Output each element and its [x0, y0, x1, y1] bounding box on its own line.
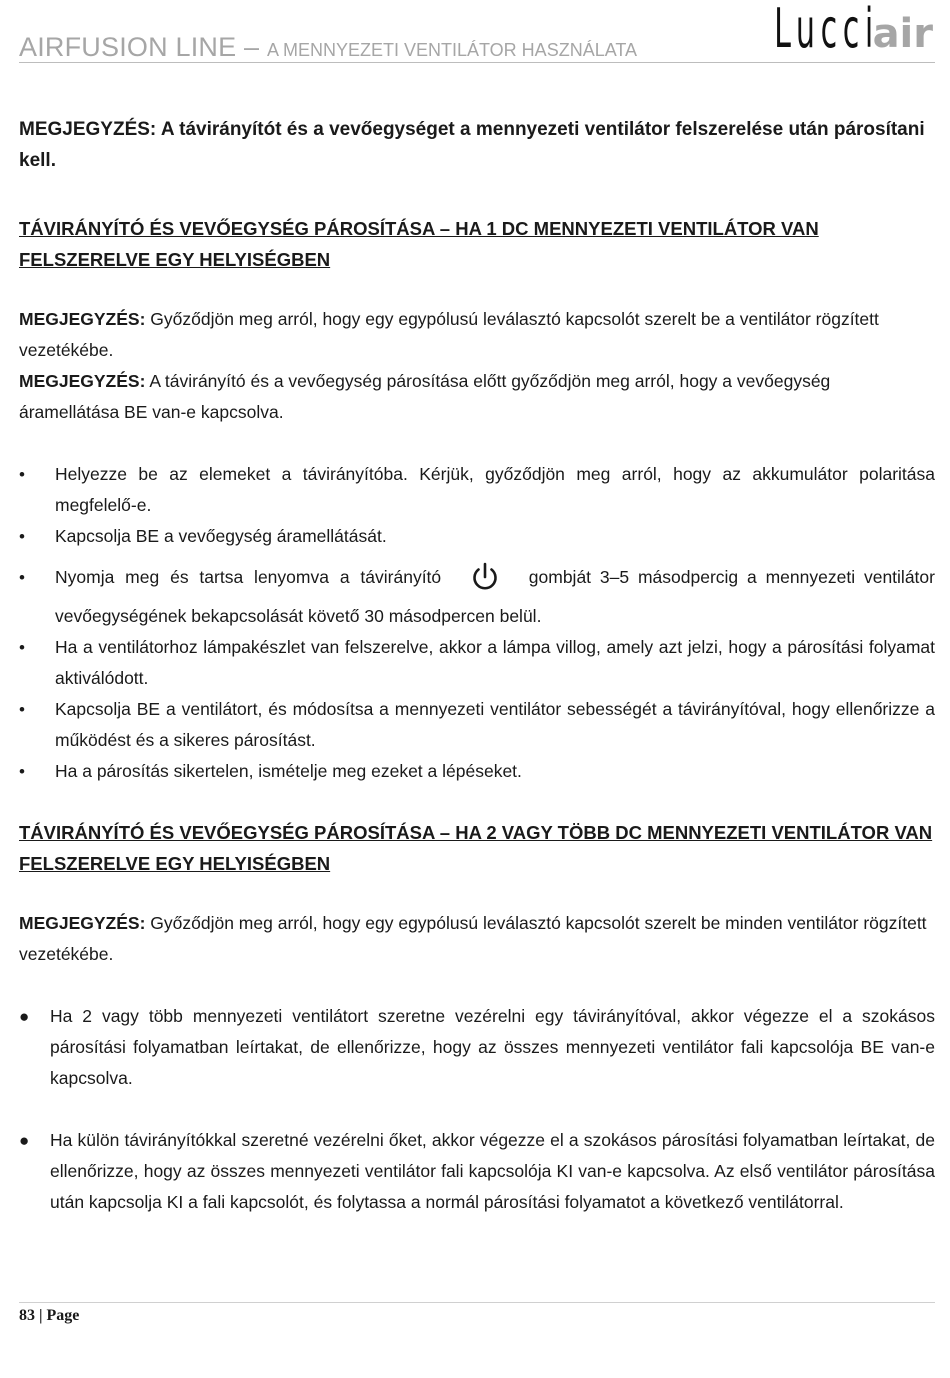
intro-note: MEGJEGYZÉS: A távirányítót és a vevőegységet a mennyezeti ventilátor felszerelése után párosítani kell.: [19, 119, 925, 171]
note-label: MEGJEGYZÉS:: [19, 309, 146, 329]
section1-note-2: [19, 366, 935, 428]
bullet-icon: •: [19, 568, 25, 587]
list-item: [19, 521, 935, 552]
page-content: [19, 114, 935, 1218]
header-title-sub: A MENNYEZETI VENTILÁTOR HASZNÁLATA: [266, 40, 638, 60]
section2-note: [19, 908, 935, 970]
section2-heading: TÁVIRÁNYÍTÓ ÉS VEVŐEGYSÉG PÁROSÍTÁSA – HA 2 VAGY TÖBB DC MENNYEZETI VENTILÁTOR VAN FELSZERELVE EGY HELYISÉGBEN: [19, 822, 933, 874]
list-item: [19, 756, 935, 787]
logo-lucci-text: Lucci: [773, 0, 879, 60]
note-text: A távirányító és a vevőegység párosítása előtt győződjön meg arról, hogy a vevőegység áramellátása BE van-e kapcsolva.: [19, 371, 831, 422]
bullet-icon: •: [19, 465, 25, 484]
section1-heading: TÁVIRÁNYÍTÓ ÉS VEVŐEGYSÉG PÁROSÍTÁSA – HA 1 DC MENNYEZETI VENTILÁTOR VAN FELSZERELVE EGY HELYISÉGBEN: [19, 218, 819, 270]
list-item-text-after: gombját 3–5 másodpercig a mennyezeti ventilátor: [528, 567, 935, 587]
list-item-text-before: Nyomja meg és tartsa lenyomva a távirányító: [55, 567, 442, 587]
note-label: MEGJEGYZÉS:: [19, 371, 146, 391]
section1-bullet-list: [19, 459, 935, 787]
bullet-icon: •: [19, 527, 25, 546]
list-item-text: Kapcsolja BE a vevőegység áramellátását.: [55, 526, 387, 546]
header-title-main: AIRFUSION LINE –: [19, 32, 267, 62]
list-item-text: Ha a ventilátorhoz lámpakészlet van felszerelve, akkor a lámpa villog, amely azt jelzi, hogy a párosítási folyamat aktiválódott.: [55, 637, 935, 688]
logo-air-text: air: [872, 11, 933, 57]
page-label: | Page: [35, 1307, 80, 1324]
header-title: [19, 32, 637, 63]
page-number: 83: [19, 1307, 35, 1324]
note-text: Győződjön meg arról, hogy egy egypólusú leválasztó kapcsolót szerelt be a ventilátor rögzített vezetékébe.: [19, 309, 879, 360]
note-text: Győződjön meg arról, hogy egy egypólusú leválasztó kapcsolót szerelt be minden ventilátor rögzített vezetékébe.: [19, 913, 927, 964]
power-icon: [470, 562, 500, 594]
section1-note-1: [19, 304, 935, 366]
list-item: [19, 1125, 935, 1218]
list-item: [19, 1001, 935, 1094]
list-item-text: Ha 2 vagy több mennyezeti ventilátort szeretne vezérelni egy távirányítóval, akkor végezze el a szokásos párosítási folyamatban leírtakat, de ellenőrizze, hogy az összes mennyezeti ventilátor fali kapcsolója BE van-e kapcsolva.: [50, 1006, 935, 1088]
list-item: [19, 632, 935, 694]
bullet-icon: ●: [19, 1131, 30, 1150]
list-item-text: Kapcsolja BE a ventilátort, és módosítsa a mennyezeti ventilátor sebességét a távirányítóval, hogy ellenőrizze a működést és a sikeres párosítást.: [55, 699, 935, 750]
section2-bullet-list: [19, 1001, 935, 1218]
note-label: MEGJEGYZÉS:: [19, 913, 146, 933]
list-item-power: [19, 562, 935, 632]
page-footer: [19, 1302, 935, 1325]
list-item-text-rest: vevőegységének bekapcsolását követő 30 másodpercen belül.: [55, 606, 542, 626]
bullet-icon: •: [19, 638, 25, 657]
list-item: [19, 694, 935, 756]
page-header: [19, 0, 935, 63]
bullet-icon: •: [19, 762, 25, 781]
bullet-icon: •: [19, 700, 25, 719]
list-item-text: Helyezze be az elemeket a távirányítóba. Kérjük, győződjön meg arról, hogy az akkumulátor polaritása megfelelő-e.: [55, 464, 935, 515]
list-item-text: Ha külön távirányítókkal szeretné vezérelni őket, akkor végezze el a szokásos párosítási folyamatban leírtakat, de ellenőrizze, hogy az összes mennyezeti ventilátor fali kapcsolója KI van-e kapcsolva. Az első ventilátor párosítása után kapcsolja KI a fali kapcsolót, és folytassa a normál párosítási folyamatot a következő ventilátorral.: [50, 1130, 935, 1212]
list-item-text: Ha a párosítás sikertelen, ismételje meg ezeket a lépéseket.: [55, 761, 522, 781]
brand-logo: [710, 0, 933, 60]
list-item: [19, 459, 935, 521]
bullet-icon: ●: [19, 1007, 30, 1026]
